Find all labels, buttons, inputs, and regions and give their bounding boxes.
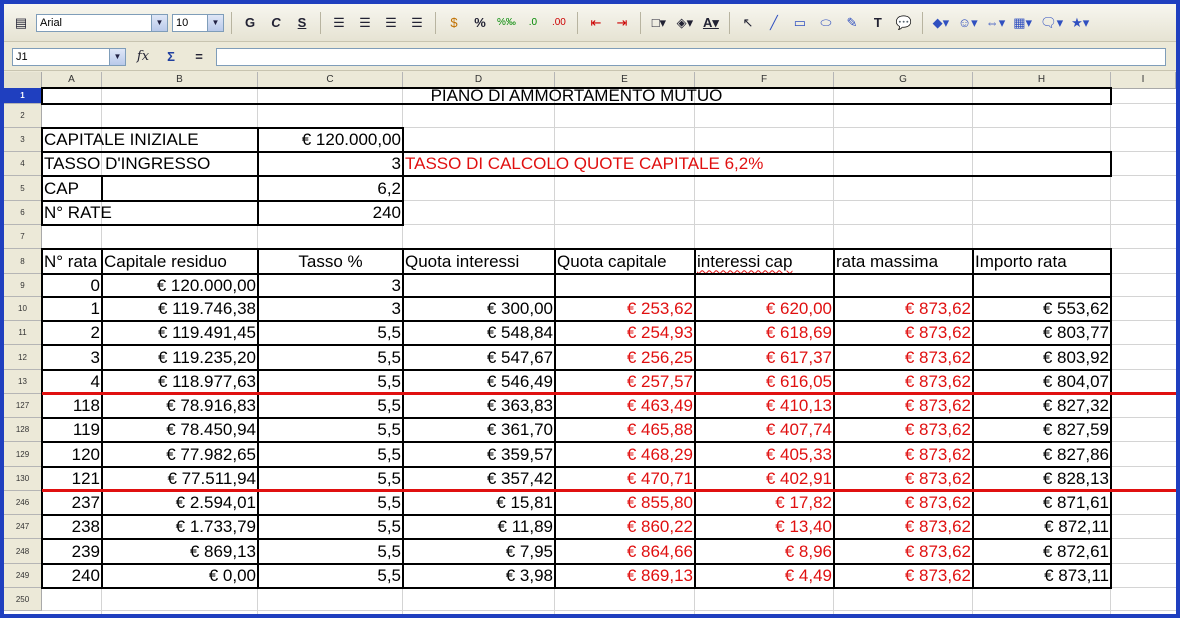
row-header-2[interactable]: 2 xyxy=(4,104,42,128)
table-cell[interactable]: € 359,57 xyxy=(486,444,553,464)
param-label[interactable]: N° RATE xyxy=(44,203,112,222)
table-cell[interactable]: € 804,07 xyxy=(1042,372,1109,391)
table-cell[interactable]: € 463,49 xyxy=(626,396,693,415)
table-cell[interactable]: 5,5 xyxy=(377,541,401,561)
align-right-icon[interactable]: ☰ xyxy=(385,14,397,30)
table-cell[interactable] xyxy=(403,274,555,297)
cell-reference: J1 xyxy=(16,50,28,63)
row-break-marker xyxy=(42,489,1176,492)
table-cell[interactable]: € 827,59 xyxy=(1042,420,1109,439)
table-cell[interactable]: € 618,69 xyxy=(765,323,832,342)
number-format-icon[interactable]: %‰ xyxy=(497,17,516,28)
column-header-i[interactable]: I xyxy=(1111,72,1176,88)
table-cell[interactable]: € 828,13 xyxy=(1042,469,1109,488)
table-cell[interactable]: € 864,66 xyxy=(626,541,693,561)
table-cell[interactable]: € 254,93 xyxy=(626,323,693,342)
table-cell[interactable]: € 872,61 xyxy=(1042,541,1109,561)
align-center-icon[interactable]: ☰ xyxy=(359,14,371,30)
param-label[interactable]: TASSO D'INGRESSO xyxy=(44,154,211,173)
table-cell[interactable]: 119 xyxy=(72,420,100,439)
name-box[interactable] xyxy=(12,48,126,66)
table-cell[interactable]: 5,5 xyxy=(377,420,401,439)
column-header-b[interactable]: B xyxy=(102,72,258,88)
formula-input[interactable] xyxy=(216,48,1166,66)
table-cell[interactable]: € 77.982,65 xyxy=(166,444,256,464)
rectangle-tool-icon[interactable]: ▭ xyxy=(793,14,807,30)
column-header-h[interactable]: H xyxy=(973,72,1111,88)
currency-icon[interactable]: $ xyxy=(450,15,458,30)
table-cell[interactable]: € 256,25 xyxy=(626,347,693,367)
table-cell[interactable] xyxy=(973,274,1111,297)
table-cell[interactable]: € 873,62 xyxy=(904,541,971,561)
table-cell[interactable]: € 7,95 xyxy=(505,541,553,561)
table-cell[interactable]: € 3,98 xyxy=(505,566,553,585)
table-cell[interactable]: € 617,37 xyxy=(765,347,832,367)
table-cell[interactable]: 1 xyxy=(90,299,100,318)
table-cell[interactable]: € 17,82 xyxy=(775,493,832,512)
table-cell[interactable]: 3 xyxy=(391,299,401,318)
table-cell[interactable]: € 803,77 xyxy=(1042,323,1109,342)
delete-decimal-icon[interactable]: .00 xyxy=(551,17,566,28)
column-header-g[interactable]: G xyxy=(834,72,973,88)
table-cell[interactable]: € 873,62 xyxy=(904,420,971,439)
table-cell[interactable]: € 1.733,79 xyxy=(175,517,256,536)
row-header-3[interactable]: 3 xyxy=(4,128,42,152)
formatting-toolbar xyxy=(4,4,1176,42)
table-cell[interactable]: 5,5 xyxy=(377,566,401,585)
row-header-1[interactable]: 1 xyxy=(4,88,42,104)
table-cell[interactable]: 0 xyxy=(90,275,100,295)
gridline xyxy=(42,610,1176,611)
table-cell[interactable] xyxy=(695,274,834,297)
table-cell[interactable]: € 119.746,38 xyxy=(158,299,256,318)
styles-icon[interactable]: ▤ xyxy=(14,14,28,30)
separator xyxy=(231,12,232,34)
font-name-select[interactable] xyxy=(36,14,168,32)
table-header[interactable]: interessi cap xyxy=(697,251,793,271)
text-tool-button[interactable]: T xyxy=(873,15,882,30)
row-header-248[interactable]: 248 xyxy=(4,539,42,564)
table-cell[interactable]: € 8,96 xyxy=(784,541,832,561)
callout-tool-icon[interactable]: 💬 xyxy=(895,14,912,30)
table-cell[interactable]: € 361,70 xyxy=(486,420,553,439)
block-arrows-icon[interactable]: ⇔▾ xyxy=(985,14,1006,30)
table-cell[interactable]: € 253,62 xyxy=(626,299,693,318)
table-cell[interactable]: € 2.594,01 xyxy=(175,493,256,512)
column-header-d[interactable]: D xyxy=(403,72,555,88)
table-cell[interactable]: € 860,22 xyxy=(626,517,693,536)
param-label[interactable]: CAPITALE INIZIALE xyxy=(44,130,199,149)
table-cell[interactable]: € 873,62 xyxy=(904,347,971,367)
percent-button[interactable]: % xyxy=(474,15,486,30)
table-cell[interactable]: 121 xyxy=(71,469,100,488)
background-color-icon[interactable]: ◈▾ xyxy=(676,14,694,30)
table-cell[interactable]: 3 xyxy=(391,275,401,295)
table-header[interactable]: Quota capitale xyxy=(557,251,667,271)
chevron-down-icon[interactable]: ▼ xyxy=(151,15,167,31)
table-cell[interactable]: € 357,42 xyxy=(486,469,553,488)
justify-icon[interactable]: ☰ xyxy=(411,14,423,30)
column-headers xyxy=(4,72,1176,89)
table-cell[interactable]: € 548,84 xyxy=(486,323,553,342)
table-cell[interactable]: € 15,81 xyxy=(496,493,553,512)
select-pointer-icon[interactable]: ↖ xyxy=(742,14,754,30)
param-value[interactable]: 6,2 xyxy=(377,178,401,198)
table-cell[interactable]: € 4,49 xyxy=(784,566,832,585)
table-cell[interactable]: € 873,62 xyxy=(904,323,971,342)
table-header[interactable]: Tasso % xyxy=(298,251,363,271)
table-cell[interactable]: € 855,80 xyxy=(626,493,693,512)
symbol-shapes-icon[interactable]: ☺▾ xyxy=(957,14,978,30)
function-button[interactable]: = xyxy=(195,49,203,64)
rate-note[interactable]: TASSO DI CALCOLO QUOTE CAPITALE 6,2% xyxy=(405,154,764,173)
table-cell[interactable]: 238 xyxy=(71,517,100,536)
font-name-value: Arial xyxy=(40,16,63,29)
row-header-13[interactable]: 13 xyxy=(4,370,42,394)
table-cell[interactable]: € 402,91 xyxy=(765,469,832,488)
table-cell[interactable]: € 873,62 xyxy=(904,396,971,415)
table-cell[interactable]: € 118.977,63 xyxy=(158,372,256,391)
table-cell[interactable]: € 827,32 xyxy=(1042,396,1109,415)
formula-bar xyxy=(4,43,1176,71)
bold-button[interactable]: G xyxy=(244,15,256,30)
table-cell[interactable]: 5,5 xyxy=(377,493,401,512)
table-cell[interactable]: € 873,62 xyxy=(904,493,971,512)
table-cell[interactable]: € 873,62 xyxy=(904,566,971,585)
table-cell[interactable]: € 13,40 xyxy=(775,517,832,536)
table-cell[interactable]: € 465,88 xyxy=(626,420,693,439)
separator xyxy=(577,12,578,34)
table-cell[interactable]: € 873,62 xyxy=(904,469,971,488)
row-header-249[interactable]: 249 xyxy=(4,564,42,588)
table-cell[interactable]: 118 xyxy=(72,396,100,415)
table-cell[interactable]: € 803,92 xyxy=(1042,347,1109,367)
table-cell[interactable]: 5,5 xyxy=(377,469,401,488)
table-cell[interactable] xyxy=(834,274,973,297)
param-value[interactable]: € 120.000,00 xyxy=(301,130,401,149)
function-wizard-button[interactable]: fx xyxy=(136,49,150,64)
table-cell[interactable]: 2 xyxy=(90,323,100,342)
table-cell[interactable]: € 78.450,94 xyxy=(166,420,256,439)
table-header[interactable]: Quota interessi xyxy=(405,251,520,271)
italic-button[interactable]: C xyxy=(271,15,281,30)
table-header[interactable]: rata massima xyxy=(836,251,939,271)
row-header-10[interactable]: 10 xyxy=(4,297,42,321)
table-cell[interactable]: € 873,62 xyxy=(904,299,971,318)
sheet-title[interactable]: PIANO DI AMMORTAMENTO MUTUO xyxy=(430,88,723,104)
font-size-value: 10 xyxy=(176,16,189,29)
table-cell[interactable]: € 119.235,20 xyxy=(158,347,256,367)
table-cell[interactable]: € 827,86 xyxy=(1042,444,1109,464)
table-cell[interactable]: € 616,05 xyxy=(765,372,832,391)
table-cell[interactable]: € 407,74 xyxy=(765,420,832,439)
row-header-5[interactable]: 5 xyxy=(4,176,42,201)
freeform-tool-icon[interactable]: ✎ xyxy=(846,14,858,30)
param-value[interactable]: 3 xyxy=(391,154,401,173)
table-cell[interactable]: 4 xyxy=(90,372,100,391)
row-header-130[interactable]: 130 xyxy=(4,467,42,491)
row-header-7[interactable]: 7 xyxy=(4,225,42,249)
stars-icon[interactable]: ★▾ xyxy=(1071,14,1090,30)
table-cell[interactable]: € 405,33 xyxy=(765,444,832,464)
table-cell[interactable]: € 468,29 xyxy=(626,444,693,464)
table-cell[interactable]: € 547,67 xyxy=(486,347,553,367)
sum-button[interactable]: Σ xyxy=(167,49,175,64)
row-header-247[interactable]: 247 xyxy=(4,515,42,539)
increase-indent-icon[interactable]: ⇥ xyxy=(616,14,628,30)
table-cell[interactable]: € 553,62 xyxy=(1042,299,1109,318)
basic-shapes-icon[interactable]: ◆▾ xyxy=(932,14,950,30)
table-cell[interactable]: 5,5 xyxy=(377,323,401,342)
table-cell[interactable]: € 873,11 xyxy=(1044,566,1109,585)
table-cell[interactable]: € 11,89 xyxy=(497,517,553,536)
underline-button[interactable]: S xyxy=(297,15,307,30)
borders-icon[interactable]: □▾ xyxy=(651,14,667,30)
separator xyxy=(320,12,321,34)
table-cell[interactable] xyxy=(555,274,695,297)
spreadsheet-grid[interactable] xyxy=(4,72,1176,614)
row-header-9[interactable]: 9 xyxy=(4,274,42,297)
table-cell[interactable]: 240 xyxy=(71,566,100,585)
row-header-6[interactable]: 6 xyxy=(4,201,42,225)
table-cell[interactable]: € 871,61 xyxy=(1042,493,1109,512)
row-header-4[interactable]: 4 xyxy=(4,152,42,176)
table-cell[interactable]: € 120.000,00 xyxy=(156,275,256,295)
align-left-icon[interactable]: ☰ xyxy=(333,14,345,30)
decrease-indent-icon[interactable]: ⇤ xyxy=(590,14,602,30)
table-cell[interactable]: € 410,13 xyxy=(765,396,832,415)
table-cell[interactable]: € 620,00 xyxy=(765,299,832,318)
row-header-8[interactable]: 8 xyxy=(4,249,42,274)
chevron-down-icon[interactable]: ▼ xyxy=(207,15,223,31)
table-cell[interactable]: € 869,13 xyxy=(189,541,256,561)
row-header-246[interactable]: 246 xyxy=(4,491,42,515)
table-cell[interactable]: 5,5 xyxy=(377,517,401,536)
row-header-128[interactable]: 128 xyxy=(4,418,42,442)
font-color-icon[interactable]: A▾ xyxy=(702,14,719,30)
table-cell[interactable]: € 873,62 xyxy=(904,517,971,536)
column-header-e[interactable]: E xyxy=(555,72,695,88)
table-cell[interactable]: 3 xyxy=(90,347,100,367)
separator xyxy=(640,12,641,34)
table-cell[interactable]: 5,5 xyxy=(377,372,401,391)
table-cell[interactable]: 239 xyxy=(71,541,100,561)
separator xyxy=(435,12,436,34)
table-cell[interactable]: € 300,00 xyxy=(486,299,553,318)
chevron-down-icon[interactable]: ▼ xyxy=(109,49,125,65)
table-cell[interactable]: 5,5 xyxy=(377,396,401,415)
column-header-f[interactable]: F xyxy=(695,72,834,88)
table-cell[interactable]: 5,5 xyxy=(377,347,401,367)
table-cell[interactable]: € 546,49 xyxy=(486,372,553,391)
table-cell[interactable]: € 257,57 xyxy=(626,372,693,391)
table-cell[interactable]: € 873,62 xyxy=(904,444,971,464)
table-cell[interactable]: € 77.511,94 xyxy=(167,469,256,488)
column-header-a[interactable]: A xyxy=(42,72,102,88)
table-cell[interactable]: € 873,62 xyxy=(904,372,971,391)
font-size-select[interactable] xyxy=(172,14,224,32)
row-header-250[interactable]: 250 xyxy=(4,588,42,611)
table-cell[interactable]: € 363,83 xyxy=(486,396,553,415)
table-header[interactable]: N° rata xyxy=(44,251,98,271)
table-header[interactable]: Capitale residuo xyxy=(104,251,227,271)
separator xyxy=(922,12,923,34)
callouts-icon[interactable]: 🗨▾ xyxy=(1040,14,1064,30)
select-all-corner[interactable] xyxy=(4,72,42,88)
ellipse-tool-icon[interactable]: ⬭ xyxy=(820,14,832,30)
table-cell[interactable]: € 78.916,83 xyxy=(166,396,256,415)
row-break-marker xyxy=(42,392,1176,395)
table-cell[interactable]: 120 xyxy=(71,444,100,464)
row-header-129[interactable]: 129 xyxy=(4,442,42,467)
table-cell[interactable]: € 872,11 xyxy=(1044,517,1109,536)
calc-window xyxy=(4,4,1176,614)
line-tool-icon[interactable]: ╱ xyxy=(769,14,778,30)
table-cell[interactable]: € 869,13 xyxy=(626,566,693,585)
add-decimal-icon[interactable]: .0 xyxy=(528,17,538,28)
table-cell[interactable]: 5,5 xyxy=(377,444,401,464)
row-header-11[interactable]: 11 xyxy=(4,321,42,345)
separator xyxy=(729,12,730,34)
column-header-c[interactable]: C xyxy=(258,72,403,88)
table-cell[interactable]: € 470,71 xyxy=(626,469,693,488)
table-cell[interactable]: 237 xyxy=(71,493,100,512)
table-header[interactable]: Importo rata xyxy=(975,251,1067,271)
table-cell[interactable]: € 0,00 xyxy=(208,566,256,585)
row-header-12[interactable]: 12 xyxy=(4,345,42,370)
table-cell[interactable]: € 119.491,45 xyxy=(158,323,256,342)
flowchart-icon[interactable]: ▦▾ xyxy=(1013,14,1033,30)
param-value[interactable]: 240 xyxy=(372,203,401,222)
param-label[interactable]: CAP xyxy=(44,178,79,198)
row-header-127[interactable]: 127 xyxy=(4,394,42,418)
